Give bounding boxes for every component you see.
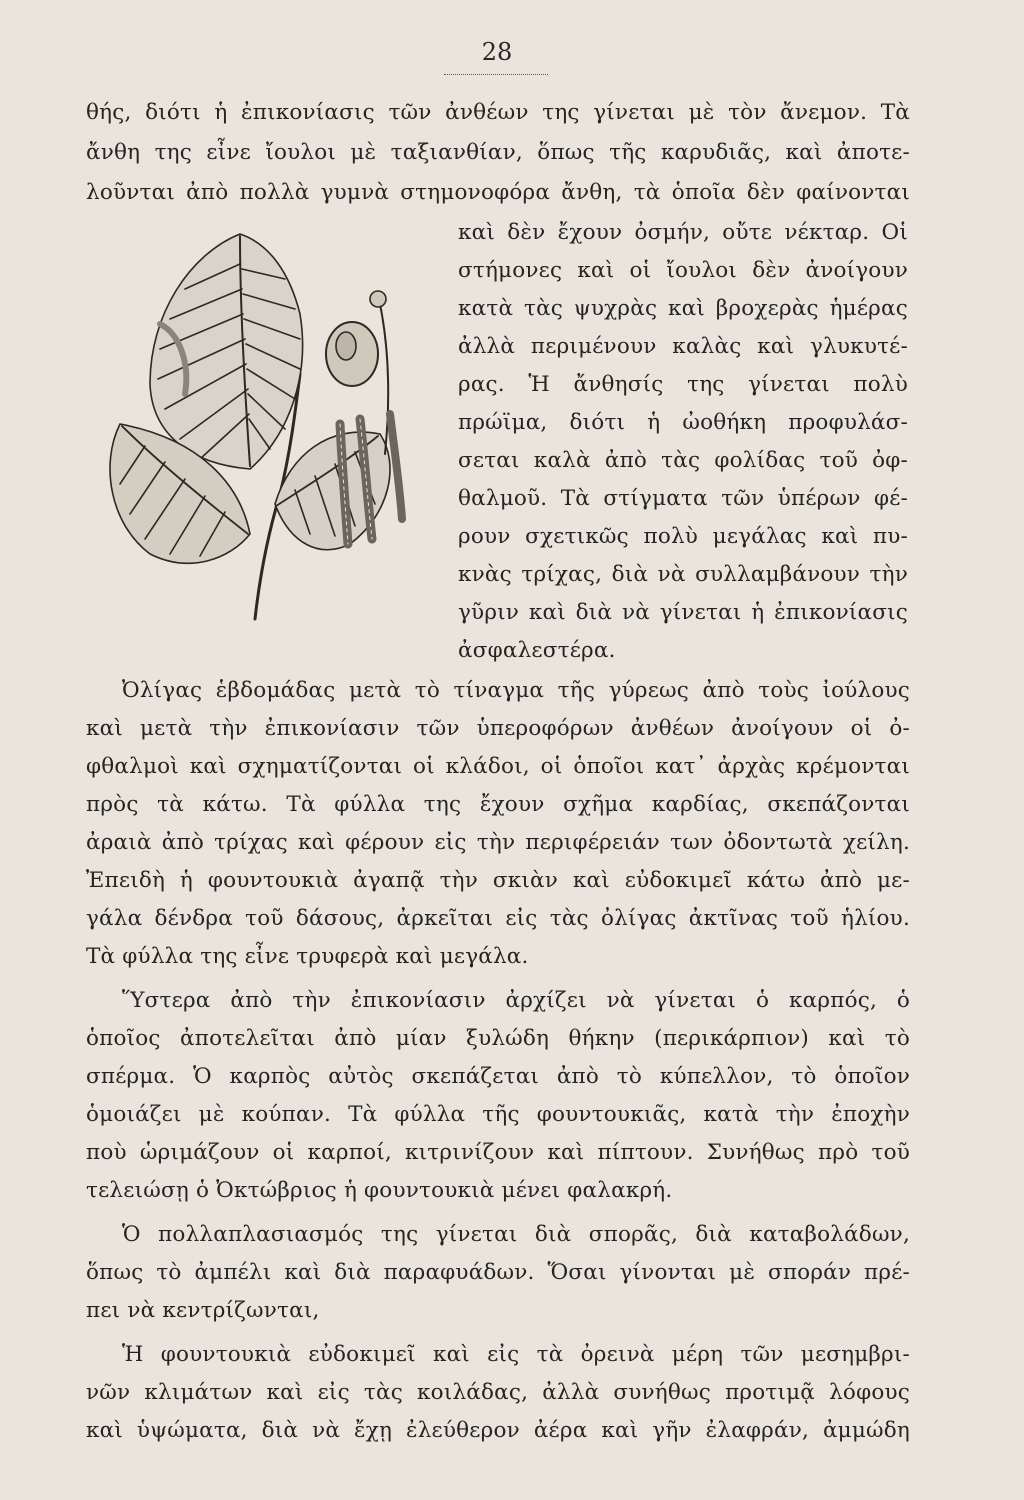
text-line: κνὰς τρίχας, διὰ νὰ συλλαμβάνουν τὴν: [458, 562, 908, 587]
text-line: ρουν σχετικῶς πολὺ μεγάλας καὶ πυ-: [458, 524, 908, 549]
text-line: πει νὰ κεντρίζωνται,: [86, 1298, 320, 1323]
text-line: ὁμοιάζει μὲ κούπαν. Τὰ φύλλα τῆς φουντουκιᾶς, κατὰ τὴν ἐποχὴν: [86, 1102, 910, 1127]
text-line: θαλμοῦ. Τὰ στίγματα τῶν ὑπέρων φέ-: [458, 486, 908, 511]
text-line: τελειώσῃ ὁ Ὀκτώβριος ἡ φουντουκιὰ μένει φαλακρή.: [86, 1178, 673, 1203]
text-line: γάλα δένδρα τοῦ δάσους, ἀρκεῖται εἰς τὰς ὀλίγας ἀκτῖνας τοῦ ἡλίου.: [86, 906, 910, 931]
text-line: καὶ ὑψώματα, διὰ νὰ ἔχῃ ἐλεύθερον ἀέρα καὶ γῆν ἐλαφράν, ἀμμώδη: [86, 1418, 910, 1443]
text-line: ἀραιὰ ἀπὸ τρίχας καὶ φέρουν εἰς τὴν περιφέρειάν των ὀδοντωτὰ χείλη.: [86, 830, 910, 855]
text-line: θής, διότι ἡ ἐπικονίασις τῶν ἀνθέων της γίνεται μὲ τὸν ἄνεμον. Τὰ: [86, 100, 910, 125]
text-line: Ὀλίγας ἑβδομάδας μετὰ τὸ τίναγμα τῆς γύρεως ἀπὸ τοὺς ἰούλους: [122, 678, 910, 703]
text-line: στήμονες καὶ οἱ ἴουλοι δὲν ἀνοίγουν: [458, 258, 908, 283]
text-line: γῦριν καὶ διὰ νὰ γίνεται ἡ ἐπικονίασις: [458, 600, 908, 625]
text-line: Τὰ φύλλα της εἶνε τρυφερὰ καὶ μεγάλα.: [86, 944, 529, 969]
text-line: σπέρμα. Ὁ καρπὸς αὐτὸς σκεπάζεται ἀπὸ τὸ κύπελλον, τὸ ὁποῖον: [86, 1064, 910, 1089]
text-line: φθαλμοὶ καὶ σχηματίζονται οἱ κλάδοι, οἱ ὁποῖοι κατ᾽ ἀρχὰς κρέμονται: [86, 754, 910, 779]
text-line: Ἡ φουντουκιὰ εὐδοκιμεῖ καὶ εἰς τὰ ὀρεινὰ μέρη τῶν μεσημβρι-: [122, 1342, 910, 1367]
text-line: ὅπως τὸ ἀμπέλι καὶ διὰ παραφυάδων. Ὅσαι γίνονται μὲ σποράν πρέ-: [86, 1260, 910, 1285]
text-line: καὶ δὲν ἔχουν ὀσμήν, οὔτε νέκταρ. Οἱ: [458, 220, 908, 245]
text-line: πρώϊμα, διότι ἡ ὠοθήκη προφυλάσ-: [458, 410, 908, 435]
text-line: Ἐπειδὴ ἡ φουντουκιὰ ἀγαπᾷ τὴν σκιὰν καὶ εὐδοκιμεῖ κάτω ἀπὸ με-: [86, 868, 910, 893]
text-line: ἀσφαλεστέρα.: [458, 638, 616, 663]
text-line: ἀλλὰ περιμένουν καλὰς καὶ γλυκυτέ-: [458, 334, 908, 359]
text-line: Ὕστερα ἀπὸ τὴν ἐπικονίασιν ἀρχίζει νὰ γίνεται ὁ καρπός, ὁ: [122, 988, 910, 1013]
text-line: καὶ μετὰ τὴν ἐπικονίασιν τῶν ὑπεροφόρων ἀνθέων ἀνοίγουν οἱ ὀ-: [86, 716, 910, 741]
page-number: 28: [481, 38, 513, 66]
text-line: Ὁ πολλαπλασιασμός της γίνεται διὰ σπορᾶς, διὰ καταβολάδων,: [122, 1222, 910, 1247]
text-line: λοῦνται ἀπὸ πολλὰ γυμνὰ στημονοφόρα ἄνθη, τὰ ὁποῖα δὲν φαίνονται: [86, 180, 910, 205]
text-line: ἄνθη της εἶνε ἴουλοι μὲ ταξιανθίαν, ὅπως τῆς καρυδιᾶς, καὶ ἀποτε-: [86, 140, 910, 165]
hazel-branch-illustration: [90, 214, 450, 634]
text-line: νῶν κλιμάτων καὶ εἰς τὰς κοιλάδας, ἀλλὰ συνήθως προτιμᾷ λόφους: [86, 1380, 910, 1405]
text-line: ποὺ ὡριμάζουν οἱ καρποί, κιτρινίζουν καὶ πίπτουν. Συνήθως πρὸ τοῦ: [86, 1140, 910, 1165]
text-line: κατὰ τὰς ψυχρὰς καὶ βροχερὰς ἡμέρας: [458, 296, 908, 321]
text-line: ρας. Ἡ ἄνθησίς της γίνεται πολὺ: [458, 372, 908, 397]
page-number-underline: [444, 74, 548, 75]
text-line: σεται καλὰ ἀπὸ τὰς φολίδας τοῦ ὀφ-: [458, 448, 908, 473]
text-line: πρὸς τὰ κάτω. Τὰ φύλλα της ἔχουν σχῆμα καρδίας, σκεπάζονται: [86, 792, 910, 817]
text-line: ὁποῖος ἀποτελεῖται ἀπὸ μίαν ξυλώδη θήκην (περικάρπιον) καὶ τὸ: [86, 1026, 910, 1051]
